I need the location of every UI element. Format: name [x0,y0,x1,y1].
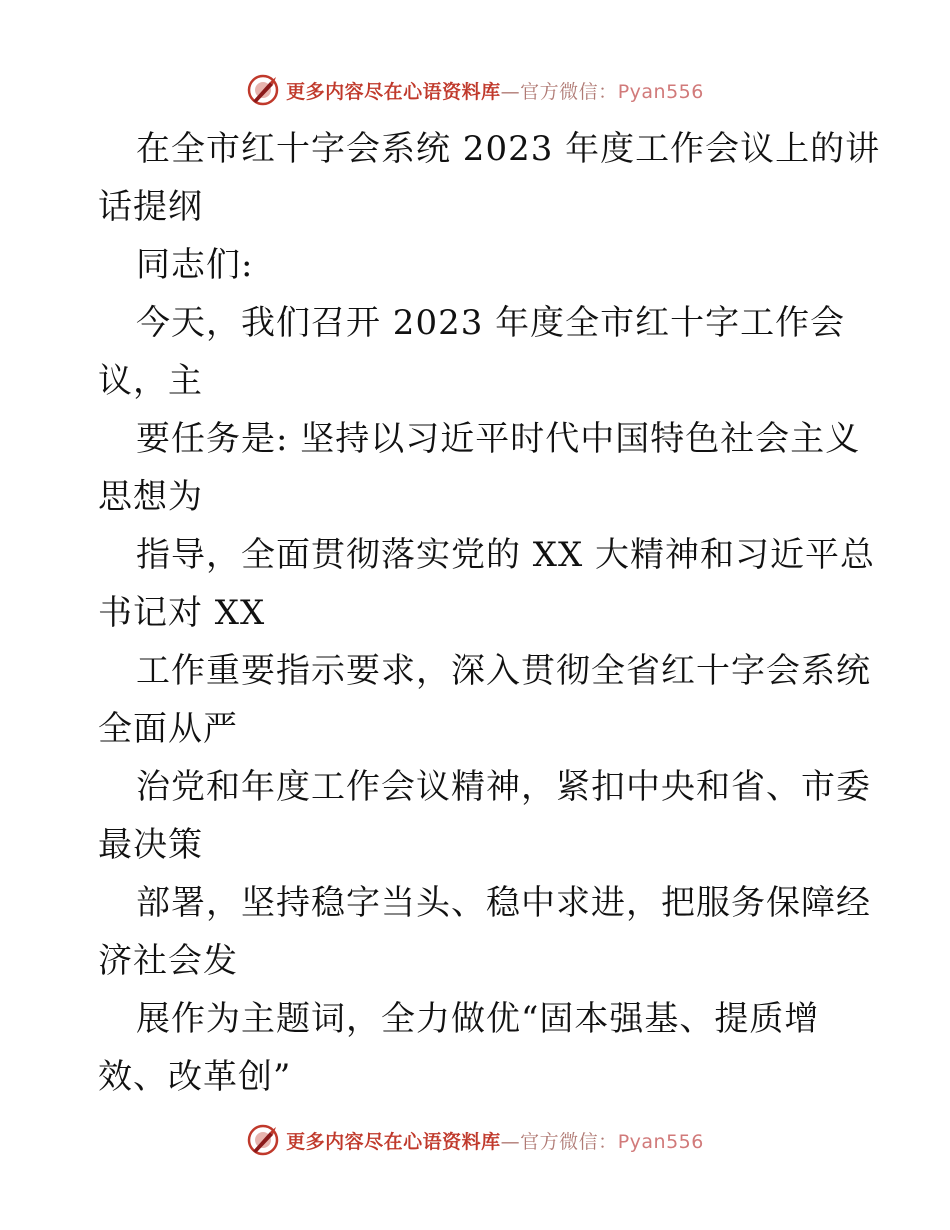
document-body [98,120,881,1106]
text-line: 思想为 [98,477,203,517]
text-line: 工作重要指示要求，深入贯彻全省红十字会系统 [136,651,871,691]
text-line: 在全市红十字会系统 2023 年度工作会议上的讲 [136,129,881,169]
text-line: 全面从严 [98,709,238,749]
quill-logo-icon [246,1123,280,1157]
text-line: 济社会发 [98,941,238,981]
banner-text: 更多内容尽在心语资料库—官方微信：Pyan556 [286,80,704,103]
text-line: 议，主 [98,361,203,401]
text-line: 部署，坚持稳字当头、稳中求进，把服务保障经 [136,883,871,923]
text-line: 要任务是: 坚持以习近平时代中国特色社会主义 [136,419,861,459]
text-line: 治党和年度工作会议精神，紧扣中央和省、市委 [136,767,871,807]
text-line: 效、改革创” [98,1057,292,1097]
text-line: 书记对 XX [98,593,266,633]
text-line: 同志们: [136,245,254,285]
footer-banner [0,1120,950,1160]
text-line: 指导，全面贯彻落实党的 XX 大精神和习近平总 [136,535,876,575]
banner-text: 更多内容尽在心语资料库—官方微信：Pyan556 [286,1130,704,1153]
text-line: 展作为主题词，全力做优“固本强基、提质增 [136,999,820,1039]
quill-logo-icon [246,73,280,107]
header-banner [0,70,950,110]
text-line: 话提纲 [98,187,203,227]
text-line: 最决策 [98,825,203,865]
text-line: 今天，我们召开 2023 年度全市红十字工作会 [136,303,846,343]
